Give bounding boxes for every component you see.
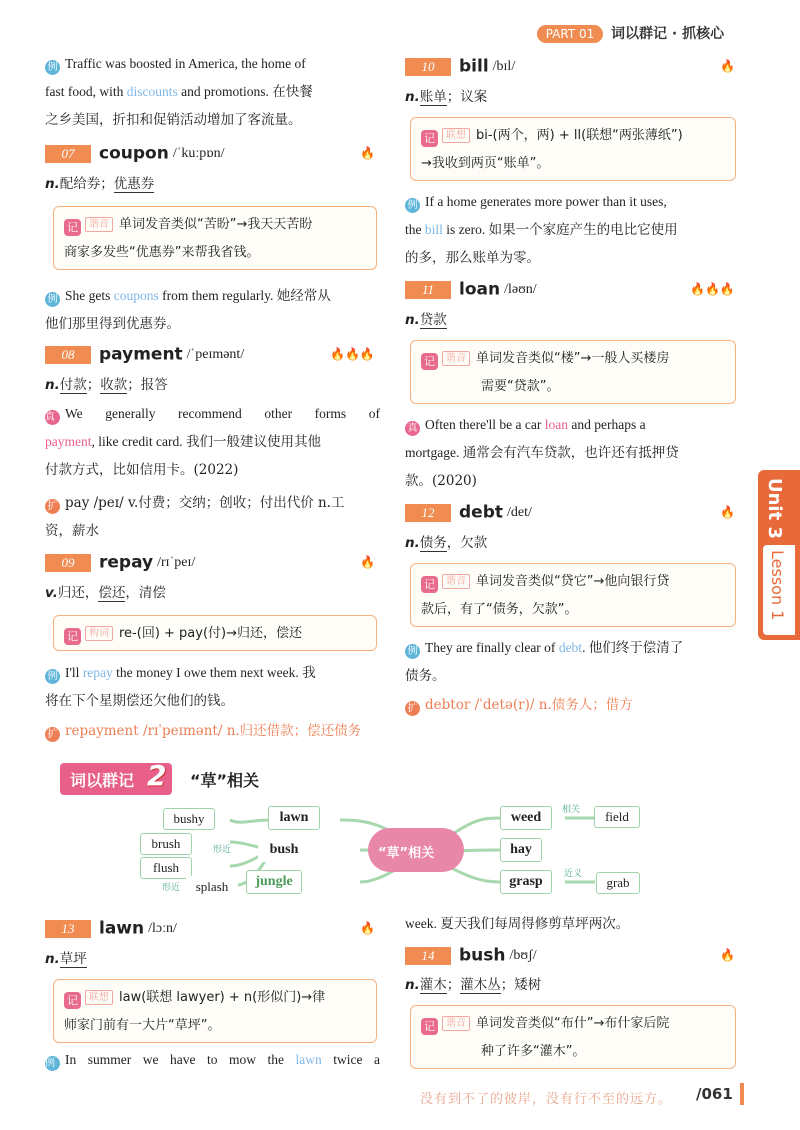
node-brush: brush bbox=[140, 833, 192, 855]
repay-example: 例 I'll repay the money I owe them next week. 我 将在下个星期偿还欠他们的钱。 bbox=[45, 665, 316, 709]
bush-memory-box: 记 谐音 单词发音类似“布什”→布什家后院 种了许多“灌木”。 bbox=[410, 1005, 736, 1069]
label-ci: 形近 bbox=[162, 883, 181, 893]
entry-lawn: 13 lawn /lɔːn/ 🔥 bbox=[45, 918, 380, 939]
node-grasp: grasp bbox=[500, 870, 552, 894]
entry-bill: 10 bill /bɪl/ 🔥 bbox=[405, 56, 740, 77]
loan-example: 真 Often there'll be a car loan and perhaps a mortgage. 通常会有汽车贷款，也许还有抵押贷 款。(2020) bbox=[405, 417, 679, 489]
entry-payment: 08 payment /ˈpeɪmənt/ 🔥🔥🔥 bbox=[45, 344, 380, 365]
repay-meaning: v.归还，偿还，清偿 bbox=[45, 585, 166, 601]
section-badge-text: 词以群记 bbox=[70, 771, 135, 790]
label-xingjin: 形近 bbox=[213, 845, 232, 855]
memory-icon: 记 bbox=[64, 219, 81, 236]
loan-memory-box: 记 谐音 单词发音类似“楼”→一般人买楼房 需要“贷款”。 bbox=[410, 340, 736, 404]
lawn-example-cont: week. 夏天我们每周得修剪草坪两次。 bbox=[405, 916, 630, 931]
node-splash: splash bbox=[186, 876, 238, 898]
bill-example: 例 If a home generates more power than it uses, the bill is zero. 如果一个家庭产生的电比它使用 的多，那么账单为零。 bbox=[405, 194, 678, 266]
entry-loan: 11 loan /ləʊn/ 🔥🔥🔥 bbox=[405, 279, 740, 300]
frequency-flame-icon: 🔥 bbox=[720, 948, 735, 962]
repay-extension: 扩 repayment /rɪˈpeɪmənt/ n.归还借款；偿还债务 bbox=[45, 717, 380, 745]
frequency-flame-icon: 🔥🔥🔥 bbox=[330, 347, 375, 361]
frequency-flame-icon: 🔥 bbox=[720, 505, 735, 519]
loan-meaning: n.贷款 bbox=[405, 312, 447, 328]
lawn-example: 例 In summer we have to mow the lawn twice a bbox=[45, 1052, 380, 1069]
debt-extension: 扩 debtor /ˈdetə(r)/ n.债务人；借方 bbox=[405, 691, 740, 719]
coupon-example: 例 She gets coupons from them regularly. 她经常从 他们那里得到优惠券。 bbox=[45, 288, 331, 332]
section-badge-num: 2 bbox=[147, 759, 167, 792]
node-field: field bbox=[594, 806, 640, 828]
label-jinyi: 近义 bbox=[564, 869, 583, 879]
bush-meaning: n.灌木；灌木丛；矮树 bbox=[405, 977, 542, 993]
entry-bush: 14 bush /bʊʃ/ 🔥 bbox=[405, 945, 740, 966]
coupon-meaning: n.配给券；优惠券 bbox=[45, 176, 155, 192]
mind-map-center-label: “草”相关 bbox=[378, 846, 435, 861]
frequency-flame-icon: 🔥🔥🔥 bbox=[690, 282, 735, 296]
entry-coupon: 07 coupon /ˈkuːpɒn/ 🔥 bbox=[45, 143, 380, 164]
node-weed: weed bbox=[500, 806, 552, 830]
entry-repay: 09 repay /rɪˈpeɪ/ 🔥 bbox=[45, 552, 380, 573]
unit-label: Unit 3 bbox=[764, 478, 785, 539]
node-flush: flush bbox=[140, 857, 192, 879]
repay-memory-box: 记 构词 re-(回) + pay(付)→归还，偿还 bbox=[53, 615, 377, 651]
payment-meaning: n.付款；收款；报答 bbox=[45, 377, 168, 393]
example-icon: 例 bbox=[45, 60, 60, 75]
node-lawn: lawn bbox=[268, 806, 320, 830]
coupon-memory-box: 记 谐音 单词发音类似“苦盼”→我天天苦盼 商家多发些“优惠券”来帮我省钱。 bbox=[53, 206, 377, 270]
real-exam-icon: 真 bbox=[45, 410, 60, 425]
extension-icon: 扩 bbox=[45, 499, 60, 514]
frequency-flame-icon: 🔥 bbox=[360, 555, 375, 569]
page-number: /061 bbox=[696, 1085, 733, 1103]
lawn-meaning: n.草坪 bbox=[45, 951, 87, 967]
node-grab: grab bbox=[596, 872, 640, 894]
node-bushy: bushy bbox=[163, 808, 215, 830]
debt-example: 例 They are finally clear of debt. 他们终于偿清了 债务。 bbox=[405, 640, 684, 684]
node-bush: bush bbox=[258, 838, 310, 862]
header-part-badge: PART 01 bbox=[537, 25, 603, 43]
node-hay: hay bbox=[500, 838, 542, 862]
lesson-label: Lesson 1 bbox=[768, 550, 787, 621]
bill-memory-box: 记 联想 bi-(两个，两) + ll(联想“两张薄纸”) →我收到两页“账单”。 bbox=[410, 117, 736, 181]
frequency-flame-icon: 🔥 bbox=[360, 921, 375, 935]
debt-meaning: n.债务，欠款 bbox=[405, 535, 488, 551]
label-xiangguan: 相关 bbox=[562, 805, 581, 815]
payment-example: 真 We generally recommend other forms of payment, like credit card. 我们一般建议使用其他 付款方式，比如信用卡。(2022) bbox=[45, 406, 380, 478]
entry-debt: 12 debt /det/ 🔥 bbox=[405, 502, 740, 523]
intro-example: 例 Traffic was boosted in America, the home of fast food, with discounts and promotions. 在快餐 之乡美国，折扣和促销活动增加了客流量。 bbox=[45, 56, 313, 128]
frequency-flame-icon: 🔥 bbox=[720, 59, 735, 73]
headword: coupon bbox=[99, 143, 169, 164]
bill-meaning: n.账单；议案 bbox=[405, 89, 488, 105]
footer-bar bbox=[740, 1083, 744, 1105]
header-title: 词以群记 · 抓核心 bbox=[611, 26, 725, 42]
frequency-flame-icon: 🔥 bbox=[360, 146, 375, 160]
lawn-memory-box: 记 联想 law(联想 lawyer) + n(形似门)→律 师家门前有一大片“草坪”。 bbox=[53, 979, 377, 1043]
footer-motto: 没有到不了的彼岸，没有行不至的远方。 bbox=[420, 1092, 673, 1107]
node-jungle: jungle bbox=[246, 870, 302, 894]
debt-memory-box: 记 谐音 单词发音类似“贷它”→他向银行贷 款后，有了“债务，欠款”。 bbox=[410, 563, 736, 627]
section-title: “草”相关 bbox=[190, 771, 260, 790]
payment-extension: 扩 pay /peɪ/ v.付费；交纳；创收；付出代价 n.工 资，薪水 bbox=[45, 495, 345, 539]
